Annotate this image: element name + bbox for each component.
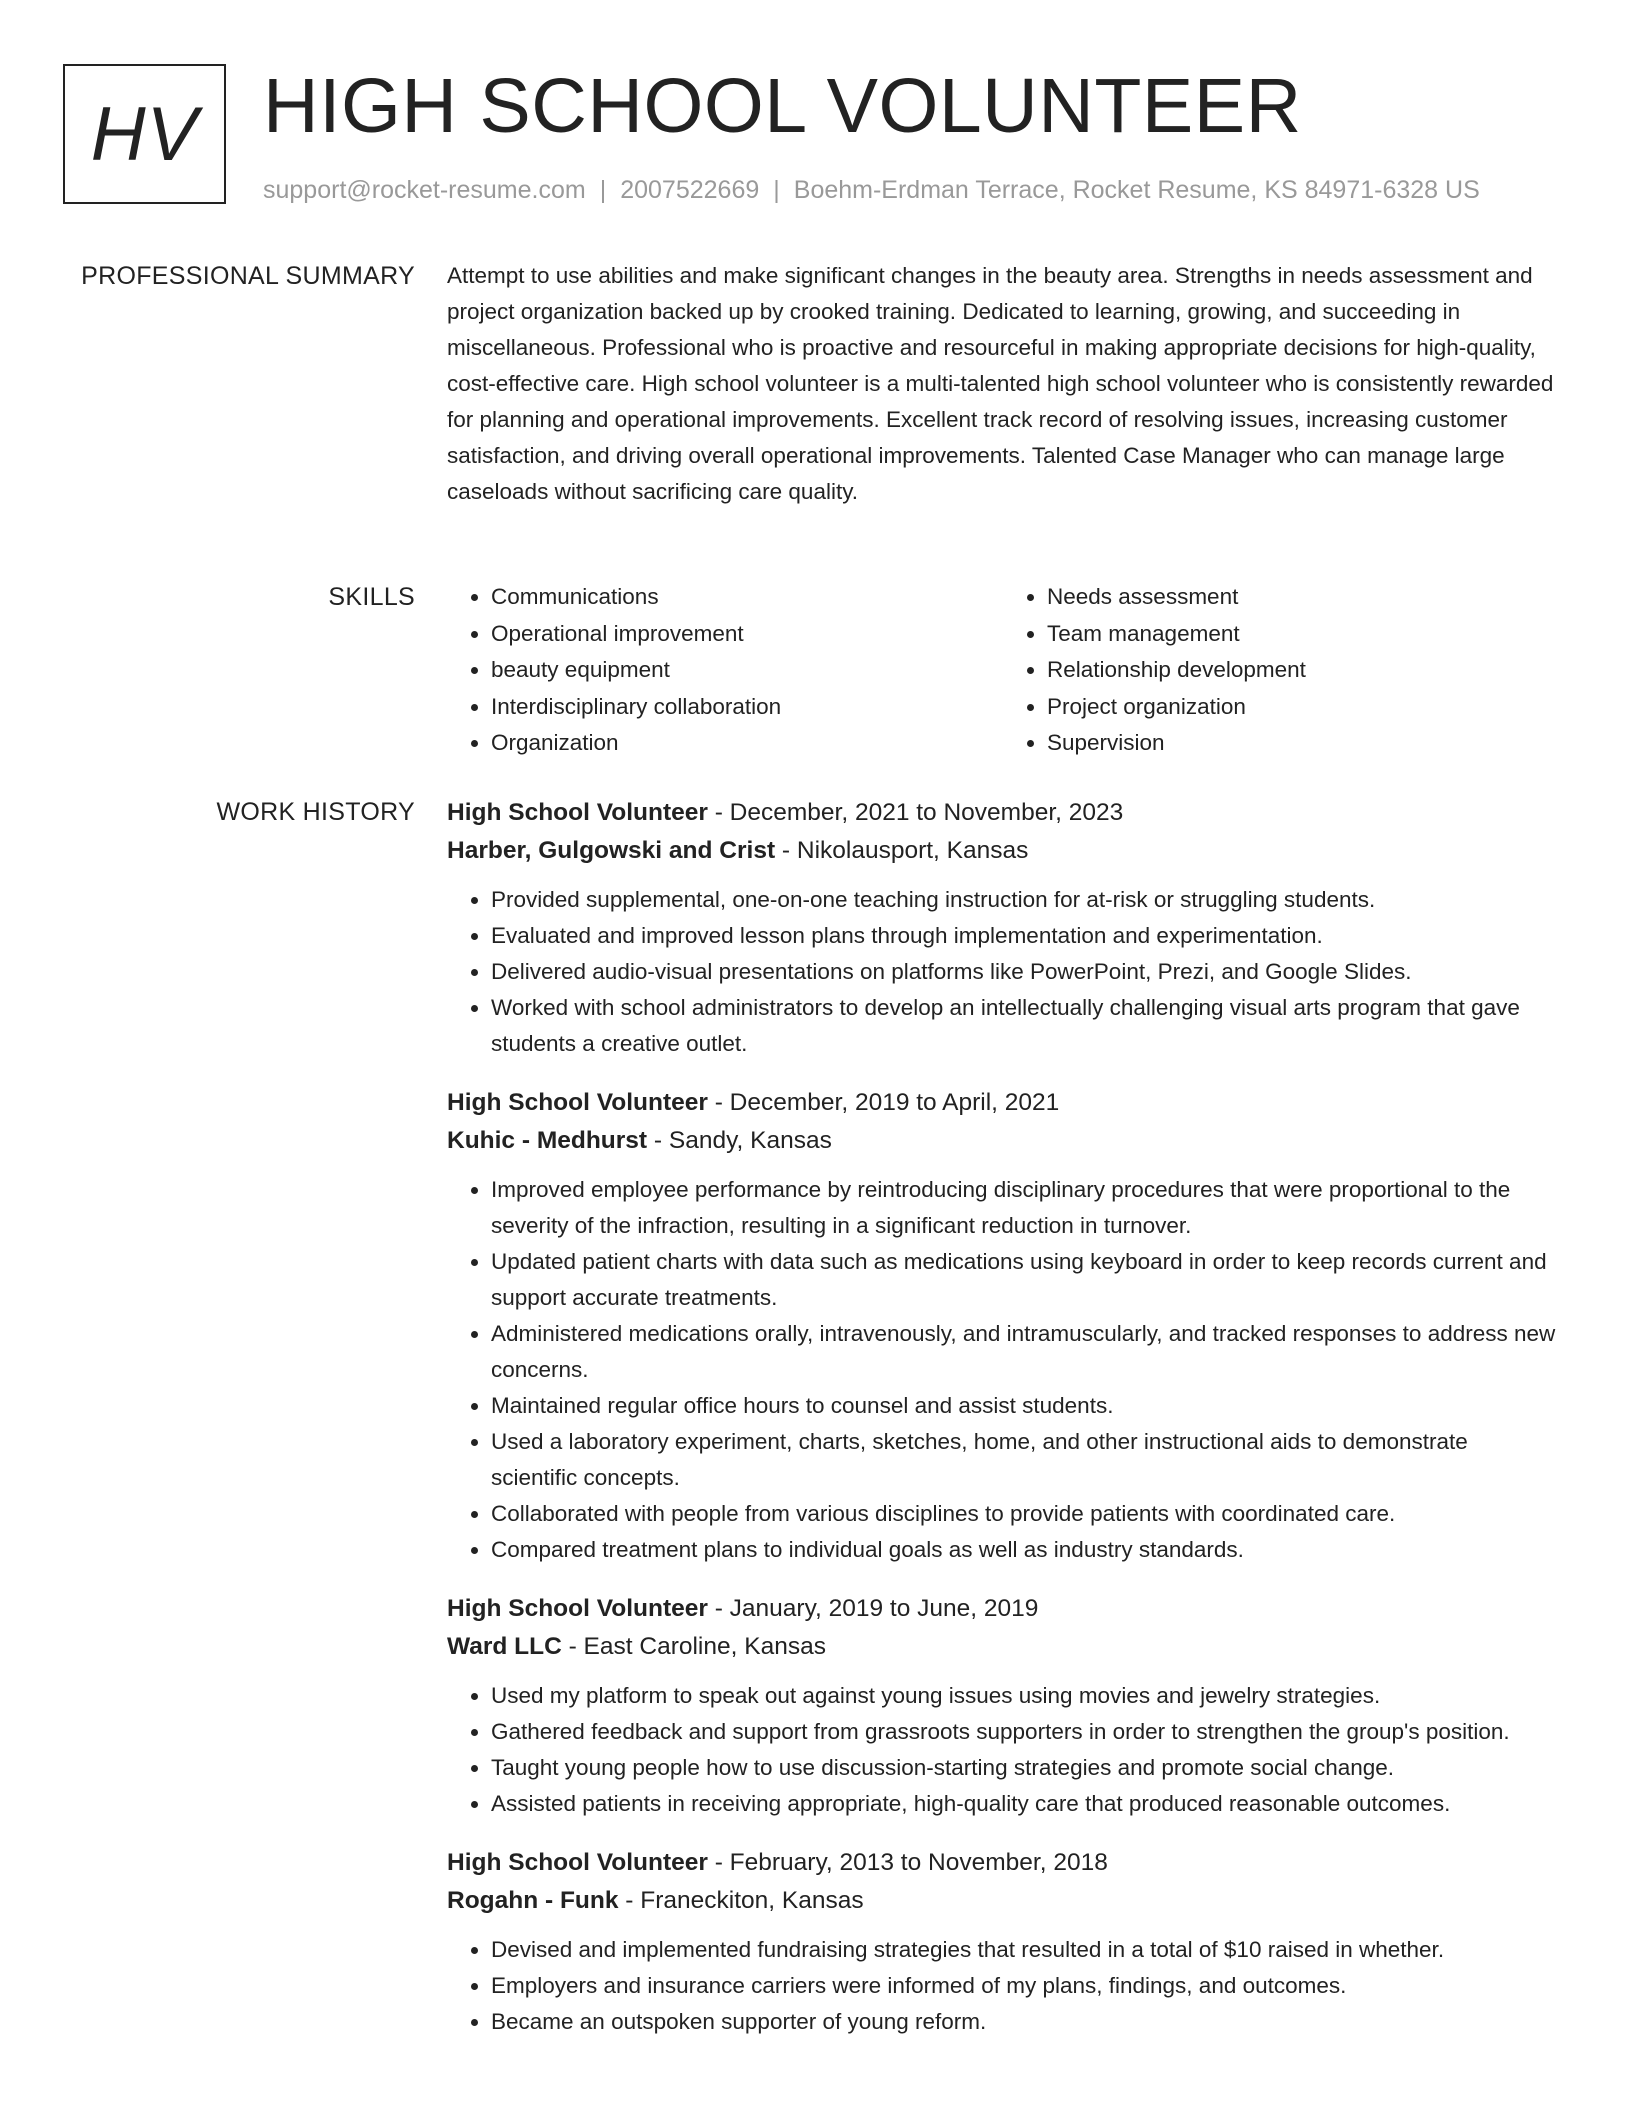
job-title-line (447, 1084, 1559, 1122)
job-dates: - January, 2019 to June, 2019 (707, 1595, 1039, 1622)
skill-item: • Project organization (1047, 689, 1559, 726)
job-bullet: • Improved employee performance by reintroducing disciplinary procedures that were proportional to the severity of the infraction, resulting in a significant reduction in turnover. (491, 1172, 1559, 1244)
job-entry (447, 794, 1559, 1062)
skill-item: • Team management (1047, 616, 1559, 653)
job-bullet: • Assisted patients in receiving appropriate, high-quality care that produced reasonable outcomes. (491, 1786, 1559, 1822)
job-title: High School Volunteer (447, 1089, 708, 1116)
work-history-body (447, 794, 1559, 2062)
job-bullet: • Worked with school administrators to develop an intellectually challenging visual arts program that gave students a creative outlet. (491, 990, 1559, 1062)
job-entry (447, 1084, 1559, 1568)
section-label-summary: PROFESSIONAL SUMMARY (81, 262, 415, 290)
job-entry (447, 1844, 1559, 2040)
job-title-line (447, 1590, 1559, 1628)
summary-text: Attempt to use abilities and make significant changes in the beauty area. Strengths in needs assessment and project organization backed up by crooked training. Dedicated to learning, growing, and succeeding in miscellaneous. Professional who is proactive and resourceful in making appropriate decisions for high-quality, cost-effective care. High school volunteer is a multi-talented high school volunteer who is consistently rewarded for planning and operational improvements. Excellent track record of resolving issues, increasing customer satisfaction, and driving overall operational improvements. Talented Case Manager who can manage large caseloads without sacrificing care quality. (447, 263, 1554, 504)
job-location: - East Caroline, Kansas (561, 1633, 826, 1660)
job-bullet: • Collaborated with people from various disciplines to provide patients with coordinated care. (491, 1496, 1559, 1532)
section-label-work-history: WORK HISTORY (216, 798, 415, 826)
job-entry (447, 1590, 1559, 1822)
job-bullet: • Taught young people how to use discussion-starting strategies and promote social change. (491, 1750, 1559, 1786)
resume-header (63, 64, 1563, 214)
job-dates: - December, 2021 to November, 2023 (707, 799, 1124, 826)
skill-item: • Organization (491, 725, 1003, 762)
contact-separator: | (599, 176, 607, 204)
job-bullet: • Employers and insurance carriers were informed of my plans, findings, and outcomes. (491, 1968, 1559, 2004)
job-bullet: • Compared treatment plans to individual goals as well as industry standards. (491, 1532, 1559, 1568)
skill-item: • Communications (491, 579, 1003, 616)
job-bullet: • Devised and implemented fundraising strategies that resulted in a total of $10 raised in whether. (491, 1932, 1559, 1968)
job-bullet: • Used my platform to speak out against young issues using movies and jewelry strategies. (491, 1678, 1559, 1714)
contact-email: support@rocket-resume.com (263, 176, 586, 204)
job-bullets (447, 1932, 1559, 2040)
skill-item: • Interdisciplinary collaboration (491, 689, 1003, 726)
skill-item: • Relationship development (1047, 652, 1559, 689)
job-bullet: • Maintained regular office hours to counsel and assist students. (491, 1388, 1559, 1424)
job-title: High School Volunteer (447, 799, 708, 826)
job-company: Kuhic - Medhurst (447, 1127, 648, 1154)
job-company: Harber, Gulgowski and Crist (447, 837, 776, 864)
monogram-logo: HV (63, 64, 226, 204)
job-bullet: • Evaluated and improved lesson plans through implementation and experimentation. (491, 918, 1559, 954)
summary-body (447, 258, 1559, 510)
skills-column-right (1003, 579, 1559, 762)
job-location: - Sandy, Kansas (647, 1127, 832, 1154)
job-bullet: • Used a laboratory experiment, charts, sketches, home, and other instructional aids to demonstrate scientific concepts. (491, 1424, 1559, 1496)
job-bullet: • Became an outspoken supporter of young reform. (491, 2004, 1559, 2040)
job-location: - Nikolausport, Kansas (775, 837, 1029, 864)
job-dates: - February, 2013 to November, 2018 (707, 1849, 1108, 1876)
job-company: Rogahn - Funk (447, 1887, 619, 1914)
job-bullets (447, 1678, 1559, 1822)
job-company: Ward LLC (447, 1633, 562, 1660)
section-label-skills: SKILLS (328, 583, 415, 611)
job-dates: - December, 2019 to April, 2021 (707, 1089, 1060, 1116)
job-company-line (447, 1882, 1559, 1920)
job-bullet: • Provided supplemental, one-on-one teaching instruction for at-risk or struggling students. (491, 882, 1559, 918)
job-bullet: • Gathered feedback and support from grassroots supporters in order to strengthen the group's position. (491, 1714, 1559, 1750)
job-bullet: • Administered medications orally, intravenously, and intramuscularly, and tracked responses to address new concerns. (491, 1316, 1559, 1388)
skills-column-left (447, 579, 1003, 762)
contact-phone: 2007522669 (620, 176, 760, 204)
job-bullet: • Delivered audio-visual presentations on platforms like PowerPoint, Prezi, and Google Slides. (491, 954, 1559, 990)
job-company-line (447, 1628, 1559, 1666)
job-title-line (447, 794, 1559, 832)
skill-item: • beauty equipment (491, 652, 1003, 689)
job-location: - Franeckiton, Kansas (618, 1887, 864, 1914)
job-bullets (447, 882, 1559, 1062)
skill-item: • Supervision (1047, 725, 1559, 762)
skill-item: • Needs assessment (1047, 579, 1559, 616)
contact-line (263, 176, 1480, 205)
skills-body (447, 579, 1559, 762)
job-company-line (447, 832, 1559, 870)
contact-address: Boehm-Erdman Terrace, Rocket Resume, KS 84971-6328 US (793, 176, 1480, 204)
job-title: High School Volunteer (447, 1849, 708, 1876)
job-bullet: • Updated patient charts with data such as medications using keyboard in order to keep records current and support accurate treatments. (491, 1244, 1559, 1316)
skill-item: • Operational improvement (491, 616, 1003, 653)
job-title: High School Volunteer (447, 1595, 708, 1622)
job-bullets (447, 1172, 1559, 1568)
job-company-line (447, 1122, 1559, 1160)
candidate-name: HIGH SCHOOL VOLUNTEER (263, 63, 1302, 149)
skills-columns (447, 579, 1559, 762)
contact-separator: | (773, 176, 780, 204)
job-title-line (447, 1844, 1559, 1882)
